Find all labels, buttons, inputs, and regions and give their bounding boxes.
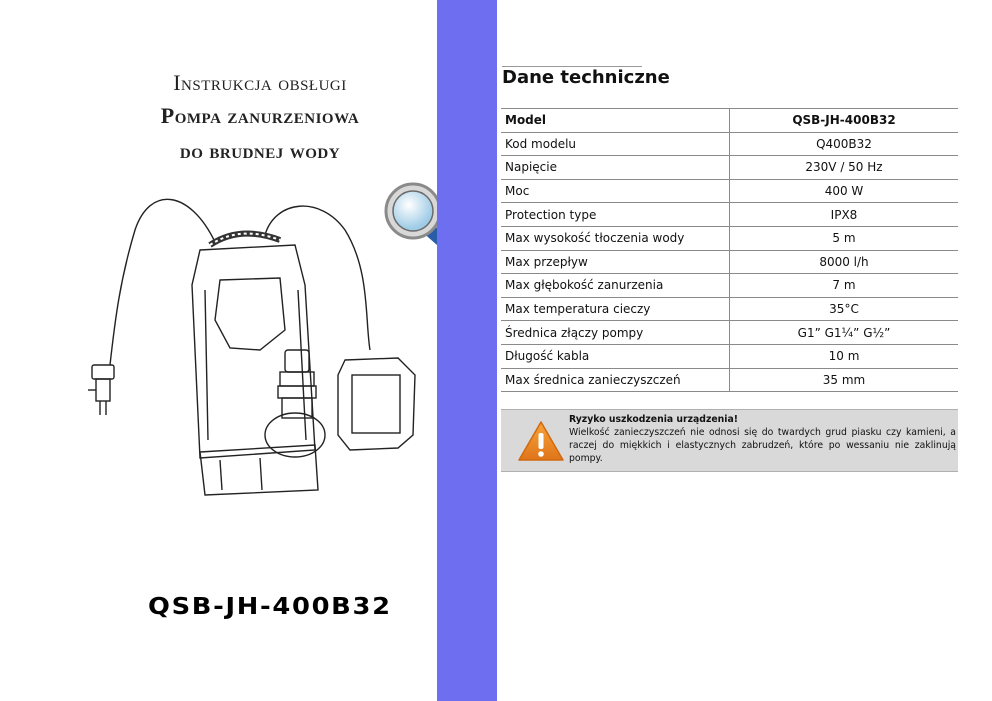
spec-label: Kod modelu [501,132,730,156]
spec-value: 35°C [730,297,959,321]
cover-title-line1: Instrukcja obsługi [173,70,347,95]
spec-value: 7 m [730,274,959,298]
spec-row [501,179,958,203]
spec-label: Max głębokość zanurzenia [501,274,730,298]
cover-title-line3: do brudnej wody [179,138,341,163]
warning-heading: Ryzyko uszkodzenia urządzenia! [569,414,738,425]
warning-icon [517,420,565,462]
spec-label: Moc [501,179,730,203]
cover-title-line2: Pompa zanurzeniowa [160,103,360,128]
spec-row [501,321,958,345]
spec-value: 400 W [730,179,959,203]
spec-row [501,226,958,250]
spec-label: Max wysokość tłoczenia wody [501,226,730,250]
cover-page [0,0,437,701]
section-title: Dane techniczne [502,67,670,88]
spec-label: Napięcie [501,156,730,180]
spec-value: IPX8 [730,203,959,227]
spec-value: 8000 l/h [730,250,959,274]
spec-value: 5 m [730,226,959,250]
spec-row [501,250,958,274]
spec-value: 230V / 50 Hz [730,156,959,180]
spec-row [501,132,958,156]
spec-page [497,0,992,701]
model-logo: QSB-JH-400B32 [148,594,392,620]
spec-label: Średnica złączy pompy [501,321,730,345]
spec-value: Q400B32 [730,132,959,156]
spec-row [501,156,958,180]
spec-label: Max średnica zanieczyszczeń [501,368,730,392]
spec-label: Długość kabla [501,344,730,368]
spec-table [501,108,958,392]
spec-row [501,203,958,227]
spec-label: Max przepływ [501,250,730,274]
spec-label: Max temperatura cieczy [501,297,730,321]
spine-band [437,0,497,701]
spec-value: G1” G1¼” G½” [730,321,959,345]
warning-body: Wielkość zanieczyszczeń nie odnosi się do twardych grud piasku czy kamieni, a raczej do miękkich i elastycznych zabrudzeń, które po wessaniu nie zaklinują pompy. [569,427,956,464]
spec-row [501,297,958,321]
spec-row [501,274,958,298]
warning-text [569,413,956,465]
spec-row [501,344,958,368]
spec-label: Protection type [501,203,730,227]
spec-value: 10 m [730,344,959,368]
spec-value: 35 mm [730,368,959,392]
spec-row [501,368,958,392]
spec-value: QSB-JH-400B32 [730,109,959,133]
spec-label: Model [501,109,730,133]
spec-row [501,109,958,133]
warning-box [501,409,958,472]
